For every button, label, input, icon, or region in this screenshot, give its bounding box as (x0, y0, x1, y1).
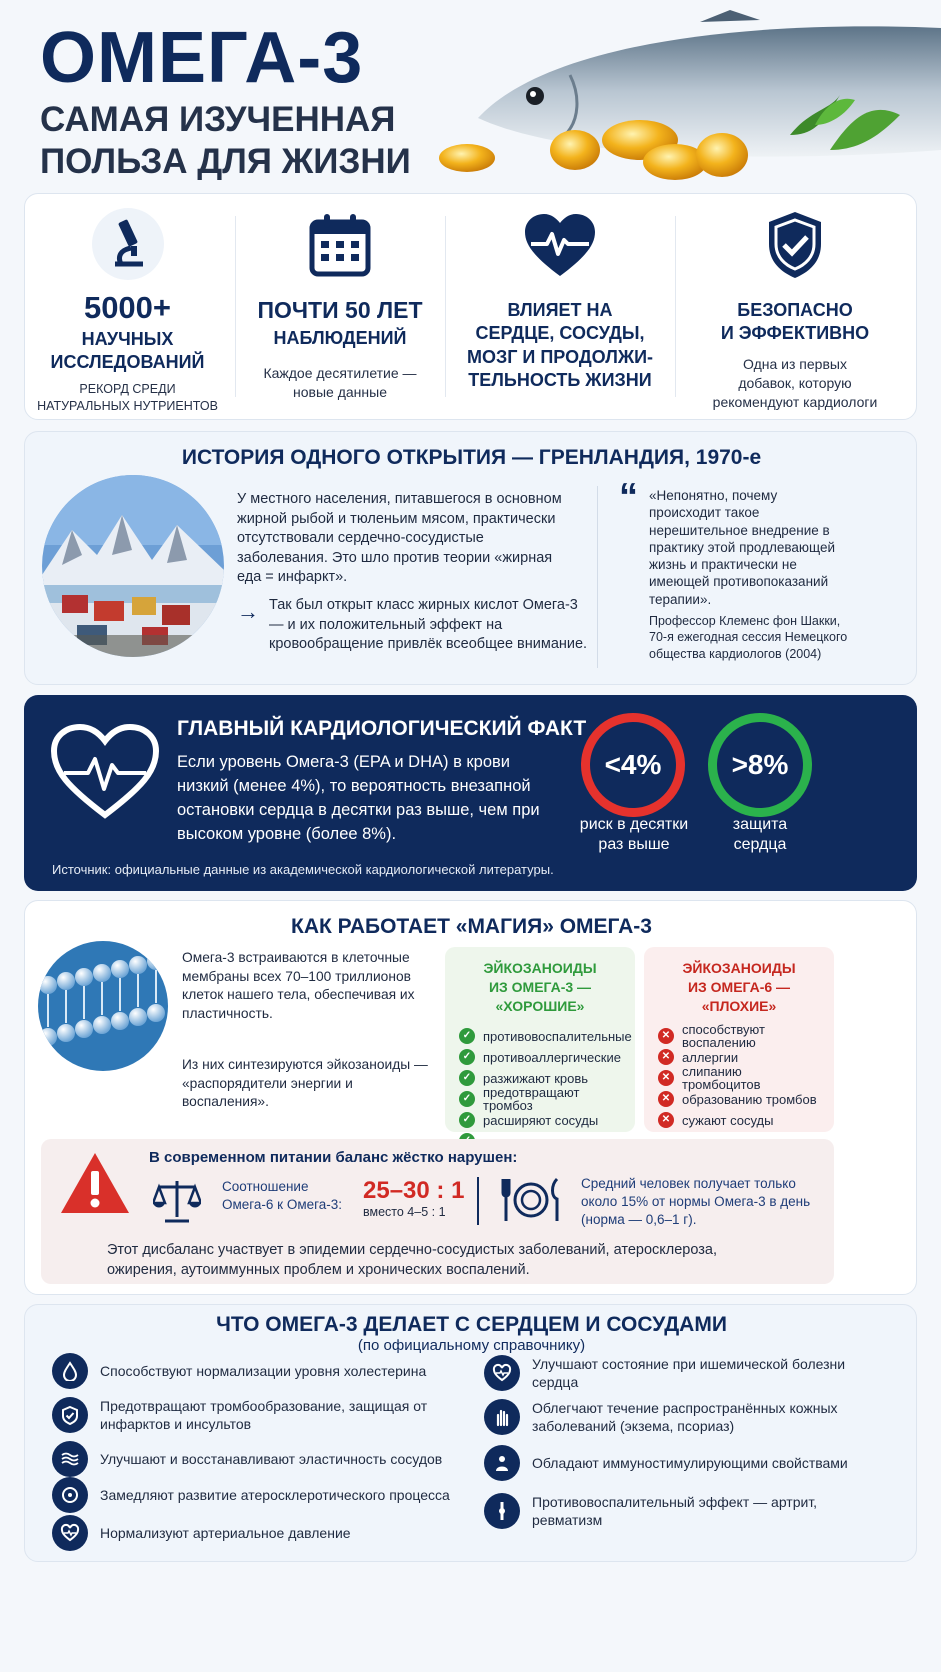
good-item-text: противоаллергические (483, 1049, 621, 1065)
stat-safe-note1: Одна из первых (743, 355, 847, 372)
history-author: Профессор Клеменс фон Шакки, 70-я ежегодная сессия Немецкого общества кардиологов (2004) (649, 614, 848, 661)
high-level-label2: сердца (733, 836, 787, 853)
subtitle-line1: САМАЯ ИЗУЧЕННАЯ (40, 100, 396, 139)
cardio-title: ГЛАВНЫЙ КАРДИОЛОГИЧЕСКИЙ ФАКТ (177, 717, 587, 740)
history-quote: «Непонятно, почему происходит такое нерешительное внедрение в практику этой продлевающей жизнь и практически не имеющей противопоказаний терапии». (649, 488, 836, 607)
good-item-text: противовоспалительные (483, 1028, 632, 1044)
good-item (459, 1026, 632, 1047)
imbalance-panel (41, 1139, 834, 1284)
stats-card (24, 193, 917, 420)
good-item (459, 1047, 621, 1068)
benefit-item (52, 1441, 452, 1477)
stat-years-value: ПОЧТИ 50 ЛЕТ (257, 297, 423, 323)
quote-icon: “ (619, 476, 638, 518)
check-icon: ✓ (459, 1112, 475, 1128)
good-item-text: предотвращают тромбоз (483, 1085, 580, 1114)
stat-safe (680, 194, 910, 419)
bad-item (658, 1110, 820, 1131)
benefit-item (52, 1397, 452, 1433)
benefit-text: Способствуют нормализации уровня холестерина (100, 1362, 427, 1379)
warning-icon (59, 1151, 131, 1215)
scales-icon (153, 1177, 201, 1223)
immune-person-icon (484, 1445, 520, 1481)
benefit-text: Замедляют развитие атеросклеротического процесса (100, 1486, 450, 1503)
shield-icon (52, 1397, 88, 1433)
bad-eicosanoids-panel (644, 947, 834, 1132)
cell-membrane-image (38, 941, 168, 1071)
magic-paragraph2: Из них синтезируются эйкозаноиды — «распорядители энергии и воспаления». (182, 1057, 428, 1110)
history-card (24, 431, 917, 685)
benefit-text: Предотвращают тромбообразование, защищая от инфарктов и инсультов (100, 1398, 428, 1433)
bad-item (658, 1064, 820, 1093)
history-paragraph: У местного населения, питавшегося в основном жирной рыбой и тюленьим мясом, практически отсутствовали сердечно-сосудистые заболевания. Это шло против теории «жирная еда = инфаркт». (237, 491, 562, 586)
stat-years (240, 194, 440, 419)
low-level-label2: раз выше (598, 836, 670, 853)
high-level-label1: защита (732, 816, 788, 833)
high-level-ring: >8% (708, 713, 812, 817)
magic-title: КАК РАБОТАЕТ «МАГИЯ» ОМЕГА-3 (291, 915, 652, 938)
bad-item-text: сужают сосуды (682, 1112, 774, 1128)
bad-item-text: образованию тромбов (682, 1091, 817, 1107)
heart-benefits-card (24, 1304, 917, 1562)
benefit-item (52, 1477, 452, 1513)
good-item-text: разжижают кровь (483, 1070, 589, 1086)
microscope-icon (87, 206, 169, 282)
benefit-item (484, 1445, 874, 1481)
plate-cutlery-icon (499, 1175, 563, 1225)
stat-organs-label3: МОЗГ И ПРОДОЛЖИ- (466, 346, 654, 367)
ratio-norm: вместо 4–5 : 1 (363, 1205, 446, 1219)
benefit-item (52, 1515, 452, 1551)
benefit-text: Противовоспалительный эффект — артрит, ревматизм (532, 1494, 818, 1529)
ratio-value: 25–30 : 1 (363, 1177, 465, 1204)
stat-organs-label1: ВЛИЯЕТ НА (507, 300, 613, 320)
subtitle-line2: ПОЛЬЗА ДЛЯ ЖИЗНИ (40, 142, 411, 181)
good-item-text: расширяют сосуды (483, 1112, 599, 1128)
fish-and-capsules-image (430, 0, 941, 195)
benefit-text: Обладают иммуностимулирующими свойствами (532, 1454, 848, 1471)
heart-title: ЧТО ОМЕГА-3 ДЕЛАЕТ С СЕРДЦЕМ И СОСУДАМИ (216, 1313, 727, 1336)
benefit-item (52, 1353, 452, 1389)
benefit-text: Улучшают состояние при ишемической болезни сердца (532, 1356, 846, 1391)
joint-icon (484, 1493, 520, 1529)
low-level-ring: <4% (581, 713, 685, 817)
good-item (459, 1110, 621, 1131)
cross-icon: ✕ (658, 1112, 674, 1128)
good-title2: ИЗ ОМЕГА-3 — «ХОРОШИЕ» (488, 978, 592, 1014)
cross-icon: ✕ (658, 1028, 674, 1044)
benefit-text: Облегчают течение распространённых кожных заболеваний (экзема, псориаз) (532, 1400, 838, 1435)
stat-studies-note1: РЕКОРД СРЕДИ (79, 381, 176, 396)
stat-years-note2: новые данные (293, 384, 387, 401)
main-title: ОМЕГА-3 (40, 18, 364, 98)
stat-organs-label4: ТЕЛЬНОСТЬ ЖИЗНИ (468, 370, 652, 391)
ratio-label1: Соотношение (222, 1179, 309, 1194)
cross-icon: ✕ (658, 1070, 674, 1086)
history-title: ИСТОРИЯ ОДНОГО ОТКРЫТИЯ — ГРЕНЛАНДИЯ, 1970-е (181, 446, 762, 469)
benefit-item (484, 1399, 874, 1435)
heart-icon (52, 1515, 88, 1551)
heart-icon (484, 1355, 520, 1391)
intake-text: Средний человек получает только около 15% от нормы Омега-3 в день (норма — 0,6–1 г). (581, 1176, 811, 1228)
low-level-label1: риск в десятки (579, 816, 689, 833)
heart-pulse-icon (523, 212, 597, 278)
stat-safe-note2: добавок, которую (738, 374, 852, 391)
heart-outline-icon (50, 723, 160, 819)
heart-subtitle: (по официальному справочнику) (357, 1337, 586, 1354)
ratio-label2: Омега-6 к Омега-3: (222, 1197, 343, 1212)
imbalance-title: В современном питании баланс жёстко нарушен: (149, 1149, 518, 1166)
imbalance-footer: Этот дисбаланс участвует в эпидемии сердечно-сосудистых заболеваний, атеросклероза, ожирения, аутоиммунных проблем и хронических воспалений. (107, 1242, 718, 1278)
cardio-text: Если уровень Омега-3 (EPA и DHA) в крови низкий (менее 4%), то вероятность внезапной остановки сердца в десятки раз выше, чем при высоком уровне (более 8%). (177, 753, 540, 843)
good-eicosanoids-panel (445, 947, 635, 1132)
history-arrow-text: Так был открыт класс жирных кислот Омега-3 — и их положительный эффект на кровообращение привлёк всеобщее внимание. (269, 597, 588, 653)
benefit-text: Нормализуют артериальное давление (100, 1524, 351, 1541)
good-item (459, 1085, 621, 1114)
cross-icon: ✕ (658, 1091, 674, 1107)
benefit-item (484, 1493, 874, 1529)
good-title1: ЭЙКОЗАНОИДЫ (483, 960, 597, 976)
stat-years-note1: Каждое десятилетие — (263, 365, 417, 382)
bad-title1: ЭЙКОЗАНОИДЫ (682, 960, 796, 976)
stat-years-label: НАБЛЮДЕНИЙ (273, 328, 407, 348)
calendar-icon (308, 212, 372, 278)
waves-icon (52, 1441, 88, 1477)
stat-studies-label2: ИССЛЕДОВАНИЙ (50, 352, 205, 373)
stat-studies (25, 194, 230, 419)
shield-check-icon (765, 210, 825, 280)
stat-safe-label2: И ЭФФЕКТИВНО (720, 323, 870, 344)
check-icon: ✓ (459, 1028, 475, 1044)
check-icon: ✓ (459, 1070, 475, 1086)
magic-paragraph1: Омега-3 встраиваются в клеточные мембраны всех 70–100 триллионов клеток нашего тела, обеспечивая их пластичность. (182, 950, 415, 1021)
bad-item-text: способствуют воспалению (682, 1022, 765, 1051)
stat-studies-label1: НАУЧНЫХ (81, 329, 174, 349)
stat-organs-label2: СЕРДЦЕ, СОСУДЫ, (475, 323, 645, 344)
stat-organs (450, 194, 670, 419)
cardio-fact-card (24, 695, 917, 891)
stat-studies-note2: НАТУРАЛЬНЫХ НУТРИЕНТОВ (37, 398, 218, 413)
check-icon: ✓ (459, 1091, 475, 1107)
bad-item (658, 1022, 820, 1051)
arrow-icon: → (237, 599, 259, 624)
stat-safe-note3: рекомендуют кардиологи (712, 393, 878, 410)
check-icon: ✓ (459, 1049, 475, 1065)
drop-icon (52, 1353, 88, 1389)
stat-safe-label1: БЕЗОПАСНО (737, 300, 853, 320)
bad-item-text: слипанию тромбоцитов (682, 1064, 761, 1093)
bad-title2: ИЗ ОМЕГА-6 — «ПЛОХИЕ» (687, 978, 791, 1014)
hand-icon (484, 1399, 520, 1435)
greenland-village-image (42, 475, 224, 657)
cross-icon: ✕ (658, 1049, 674, 1065)
bad-item-text: аллергии (682, 1049, 739, 1065)
cardio-source: Источник: официальные данные из академической кардиологической литературы. (52, 862, 554, 877)
benefit-item (484, 1355, 874, 1391)
magic-card (24, 900, 917, 1295)
benefit-text: Улучшают и восстанавливают эластичность сосудов (100, 1450, 443, 1467)
bad-item (658, 1089, 820, 1110)
target-icon (52, 1477, 88, 1513)
stat-studies-value: 5000+ (83, 290, 172, 325)
